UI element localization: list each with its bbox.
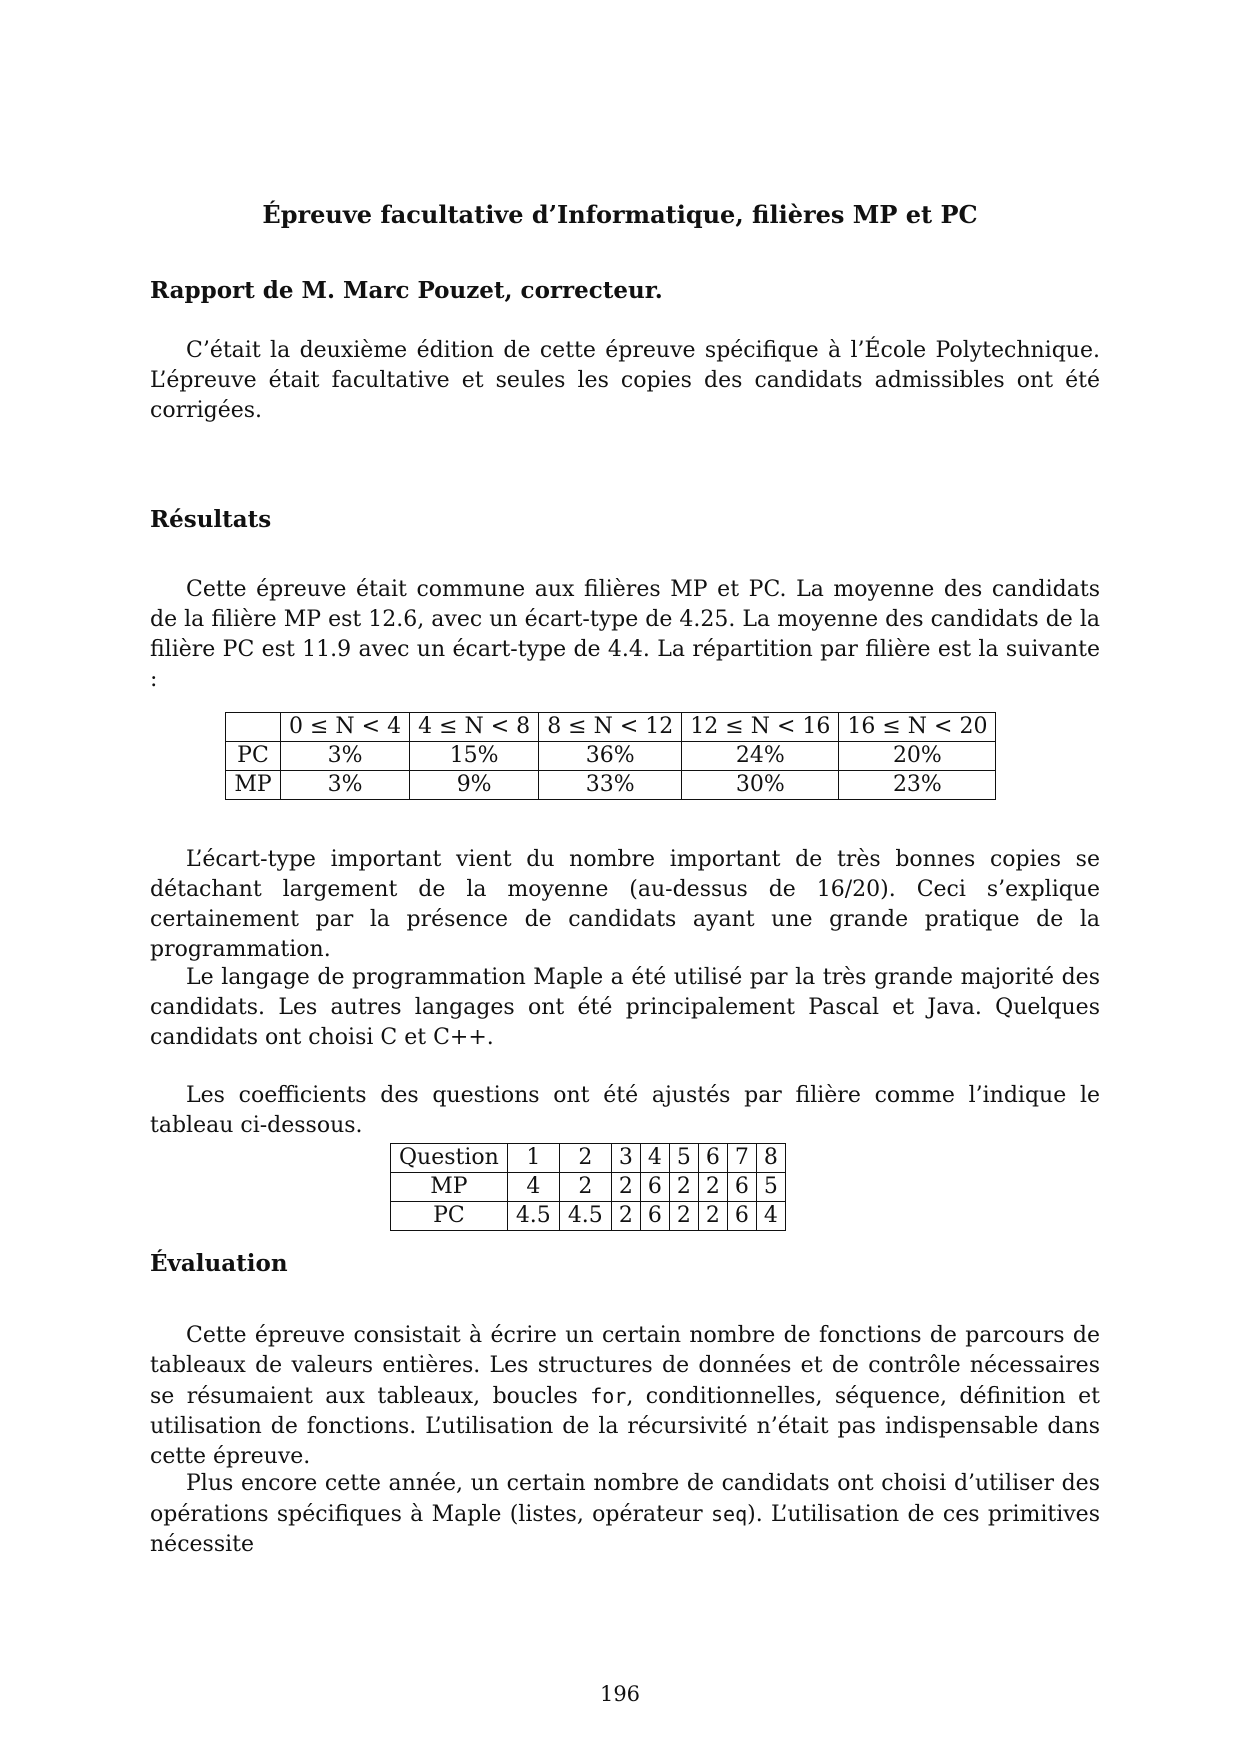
coefficients-cell: 8	[756, 1144, 785, 1173]
distribution-cell: 24%	[682, 742, 839, 771]
coefficients-cell: 4	[756, 1202, 785, 1231]
distribution-cell: 3%	[281, 771, 410, 800]
coefficients-cell: 3	[611, 1144, 640, 1173]
coefficients-row-label: MP	[391, 1173, 508, 1202]
evaluation-paragraph-2-text-b: ). L’utilisation de ces primitives nécessite	[150, 1502, 1100, 1557]
for-keyword: for	[590, 1384, 627, 1408]
distribution-cell: 23%	[839, 771, 996, 800]
coefficients-row	[391, 1202, 786, 1231]
coefficients-cell: 4.5	[559, 1202, 611, 1231]
distribution-cell: 30%	[682, 771, 839, 800]
distribution-cell: 33%	[539, 771, 682, 800]
coefficients-cell: 2	[559, 1144, 611, 1173]
coefficients-row-label: Question	[391, 1144, 508, 1173]
evaluation-paragraph-2-text-a: Plus encore cette année, un certain nombre de candidats ont choisi d’utiliser des opérations spécifiques à Maple (listes, opérateur	[150, 1471, 1100, 1527]
coefficients-cell: 7	[727, 1144, 756, 1173]
distribution-row	[226, 771, 996, 800]
results-paragraph-4	[150, 1081, 1100, 1141]
results-paragraph-3-text: Le langage de programmation Maple a été utilisé par la très grande majorité des candidats. Les autres langages ont été principalement Pascal et Java. Quelques candidats ont choisi C et C++.	[150, 965, 1100, 1050]
distribution-cell: 3%	[281, 742, 410, 771]
evaluation-paragraph-2	[150, 1469, 1100, 1560]
distribution-cell: 15%	[410, 742, 539, 771]
distribution-header-row	[226, 713, 996, 742]
coefficients-cell: 2	[669, 1173, 698, 1202]
distribution-row-label: MP	[226, 771, 281, 800]
results-paragraph-4-text: Les coefficients des questions ont été ajustés par filière comme l’indique le tableau ci-dessous.	[150, 1083, 1100, 1138]
coefficients-cell: 6	[698, 1144, 727, 1173]
coefficients-cell: 2	[698, 1173, 727, 1202]
coefficients-cell: 4.5	[507, 1202, 559, 1231]
results-paragraph-2-text: L’écart-type important vient du nombre important de très bonnes copies se détachant largement de la moyenne (au-dessus de 16/20). Ceci s’explique certainement par la présence de candidats ayant une grande pratique de la programmation.	[150, 847, 1100, 962]
coefficients-table	[390, 1143, 786, 1231]
coefficients-row	[391, 1173, 786, 1202]
coefficients-cell: 6	[640, 1173, 669, 1202]
coefficients-cell: 4	[640, 1144, 669, 1173]
intro-text: C’était la deuxième édition de cette épreuve spécifique à l’École Polytechnique. L’épreuve était facultative et seules les copies des candidats admissibles ont été corrigées.	[150, 338, 1100, 423]
coefficients-cell: 2	[611, 1202, 640, 1231]
report-author-heading: Rapport de M. Marc Pouzet, correcteur.	[150, 277, 663, 304]
distribution-header-cell: 8 ≤ N < 12	[539, 713, 682, 742]
distribution-header-cell: 16 ≤ N < 20	[839, 713, 996, 742]
coefficients-cell: 5	[669, 1144, 698, 1173]
coefficients-cell: 5	[756, 1173, 785, 1202]
evaluation-paragraph-1-text-b: , conditionnelles, séquence, définition et utilisation de fonctions. L’utilisation de la récursivité n’était pas indispensable dans cette épreuve.	[150, 1384, 1100, 1469]
seq-keyword: seq	[710, 1502, 748, 1526]
page-number: 196	[599, 1682, 641, 1706]
distribution-cell: 20%	[839, 742, 996, 771]
distribution-table	[225, 712, 996, 800]
evaluation-paragraph-1	[150, 1321, 1100, 1472]
coefficients-cell: 2	[611, 1173, 640, 1202]
distribution-header-cell	[226, 713, 281, 742]
results-paragraph-1	[150, 575, 1100, 695]
coefficients-cell: 4	[507, 1173, 559, 1202]
intro-paragraph	[150, 336, 1100, 426]
results-paragraph-3	[150, 963, 1100, 1053]
distribution-header-cell: 0 ≤ N < 4	[281, 713, 410, 742]
distribution-header-cell: 12 ≤ N < 16	[682, 713, 839, 742]
results-paragraph-2	[150, 845, 1100, 965]
distribution-cell: 36%	[539, 742, 682, 771]
coefficients-cell: 6	[727, 1202, 756, 1231]
results-paragraph-1-text: Cette épreuve était commune aux filières MP et PC. La moyenne des candidats de la filière MP est 12.6, avec un écart-type de 4.25. La moyenne des candidats de la filière PC est 11.9 avec un écart-type de 4.4. La répartition par filière est la suivante :	[150, 577, 1100, 692]
distribution-header-cell: 4 ≤ N < 8	[410, 713, 539, 742]
coefficients-cell: 2	[669, 1202, 698, 1231]
evaluation-paragraph-1-text-a: Cette épreuve consistait à écrire un certain nombre de fonctions de parcours de tableaux de valeurs entières. Les structures de données et de contrôle nécessaires se résumaient aux tableaux, boucles	[150, 1323, 1100, 1409]
coefficients-row-label: PC	[391, 1202, 508, 1231]
coefficients-cell: 6	[727, 1173, 756, 1202]
document-title: Épreuve facultative d’Informatique, filières MP et PC	[262, 200, 978, 229]
results-heading: Résultats	[150, 506, 272, 533]
distribution-cell: 9%	[410, 771, 539, 800]
coefficients-cell: 1	[507, 1144, 559, 1173]
coefficients-cell: 6	[640, 1202, 669, 1231]
coefficients-header-row	[391, 1144, 786, 1173]
distribution-row	[226, 742, 996, 771]
evaluation-heading: Évaluation	[150, 1250, 288, 1277]
coefficients-cell: 2	[559, 1173, 611, 1202]
distribution-row-label: PC	[226, 742, 281, 771]
coefficients-cell: 2	[698, 1202, 727, 1231]
